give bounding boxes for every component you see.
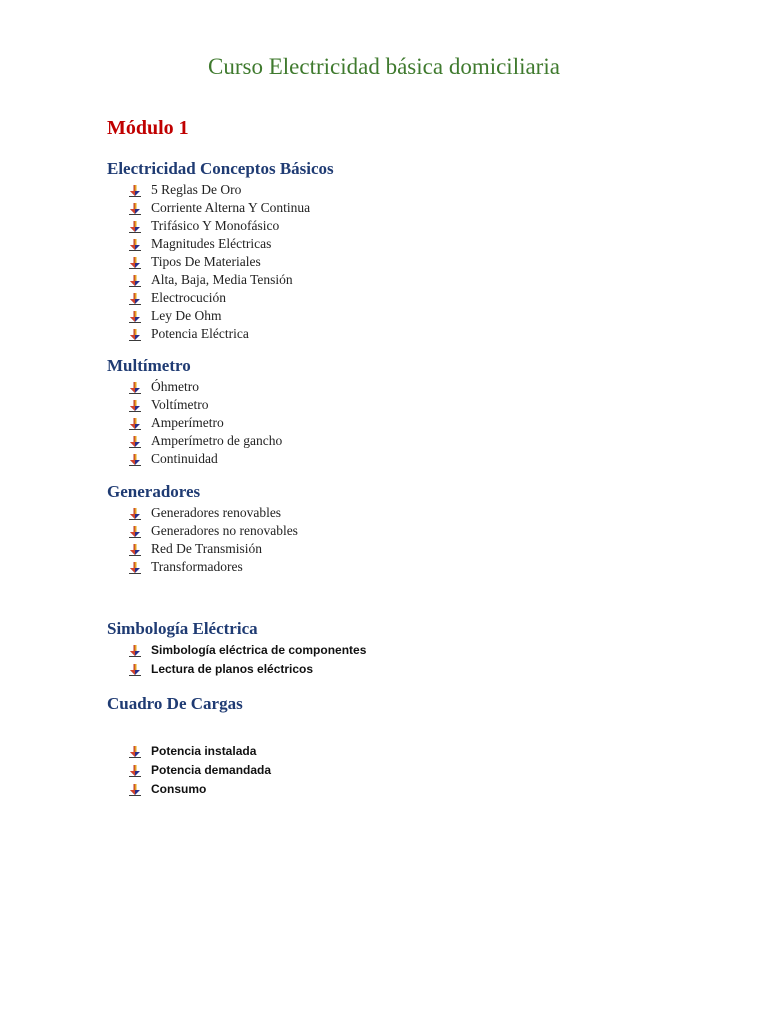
section-heading: Electricidad Conceptos Básicos bbox=[107, 159, 334, 178]
arrow-down-bullet-icon bbox=[129, 256, 141, 268]
section-simbologia bbox=[107, 617, 366, 679]
topic-list bbox=[107, 504, 298, 576]
list-item bbox=[107, 235, 334, 253]
arrow-down-bullet-icon bbox=[129, 381, 141, 393]
list-item bbox=[107, 396, 282, 414]
list-item-label: Generadores renovables bbox=[151, 505, 282, 520]
arrow-down-bullet-icon bbox=[129, 783, 141, 795]
list-item-label: Voltímetro bbox=[151, 397, 209, 412]
list-item bbox=[107, 289, 334, 307]
arrow-down-bullet-icon bbox=[129, 399, 141, 411]
arrow-down-bullet-icon bbox=[129, 453, 141, 465]
list-item bbox=[107, 761, 271, 780]
list-item-label: Continuidad bbox=[151, 451, 218, 466]
list-item bbox=[107, 540, 298, 558]
arrow-down-bullet-icon bbox=[129, 525, 141, 537]
section-generadores bbox=[107, 480, 298, 576]
arrow-down-bullet-icon bbox=[129, 663, 141, 675]
arrow-down-bullet-icon bbox=[129, 745, 141, 757]
list-item-label: Corriente Alterna Y Continua bbox=[151, 200, 311, 215]
list-item bbox=[107, 558, 298, 576]
arrow-down-bullet-icon bbox=[129, 292, 141, 304]
topic-list bbox=[107, 181, 334, 343]
list-item bbox=[107, 742, 271, 761]
topic-list bbox=[107, 378, 282, 468]
list-item bbox=[107, 217, 334, 235]
list-item-label: Magnitudes Eléctricas bbox=[151, 236, 272, 251]
list-item bbox=[107, 199, 334, 217]
list-item bbox=[107, 325, 334, 343]
list-item-label: Red De Transmisión bbox=[151, 541, 263, 556]
topic-list bbox=[107, 641, 366, 679]
list-item bbox=[107, 378, 282, 396]
arrow-down-bullet-icon bbox=[129, 202, 141, 214]
list-item-label: Simbología eléctrica de componentes bbox=[151, 643, 367, 657]
arrow-down-bullet-icon bbox=[129, 310, 141, 322]
arrow-down-bullet-icon bbox=[129, 220, 141, 232]
section-multimetro bbox=[107, 354, 282, 468]
arrow-down-bullet-icon bbox=[129, 417, 141, 429]
list-item-label: Electrocución bbox=[151, 290, 226, 305]
list-item bbox=[107, 660, 366, 679]
list-item bbox=[107, 307, 334, 325]
list-item bbox=[107, 522, 298, 540]
section-cuadro-cargas bbox=[107, 692, 271, 799]
arrow-down-bullet-icon bbox=[129, 274, 141, 286]
list-item-label: Lectura de planos eléctricos bbox=[151, 662, 314, 676]
section-heading: Simbología Eléctrica bbox=[107, 619, 258, 638]
list-item-label: Consumo bbox=[151, 782, 207, 796]
list-item-label: Potencia Eléctrica bbox=[151, 326, 249, 341]
list-item-label: Amperímetro de gancho bbox=[151, 433, 283, 448]
list-item-label: Tipos De Materiales bbox=[151, 254, 261, 269]
arrow-down-bullet-icon bbox=[129, 764, 141, 776]
list-item bbox=[107, 253, 334, 271]
arrow-down-bullet-icon bbox=[129, 435, 141, 447]
module-title: Módulo 1 bbox=[107, 117, 189, 139]
list-item-label: Transformadores bbox=[151, 559, 243, 574]
list-item bbox=[107, 181, 334, 199]
list-item bbox=[107, 780, 271, 799]
list-item bbox=[107, 450, 282, 468]
arrow-down-bullet-icon bbox=[129, 507, 141, 519]
arrow-down-bullet-icon bbox=[129, 543, 141, 555]
list-item-label: Potencia demandada bbox=[151, 763, 272, 777]
list-item bbox=[107, 414, 282, 432]
list-item-label: Trifásico Y Monofásico bbox=[151, 218, 280, 233]
list-item-label: Alta, Baja, Media Tensión bbox=[151, 272, 293, 287]
arrow-down-bullet-icon bbox=[129, 184, 141, 196]
list-item bbox=[107, 641, 366, 660]
arrow-down-bullet-icon bbox=[129, 561, 141, 573]
list-item-label: Generadores no renovables bbox=[151, 523, 298, 538]
section-heading: Multímetro bbox=[107, 356, 191, 375]
section-heading: Generadores bbox=[107, 482, 201, 501]
list-item bbox=[107, 432, 282, 450]
arrow-down-bullet-icon bbox=[129, 238, 141, 250]
list-item-label: Potencia instalada bbox=[151, 744, 257, 758]
section-electricidad-conceptos bbox=[107, 157, 334, 343]
section-heading: Cuadro De Cargas bbox=[107, 694, 243, 713]
list-item-label: Ley De Ohm bbox=[151, 308, 222, 323]
list-item-label: 5 Reglas De Oro bbox=[151, 182, 242, 197]
arrow-down-bullet-icon bbox=[129, 644, 141, 656]
list-item-label: Óhmetro bbox=[151, 379, 199, 394]
topic-list bbox=[107, 742, 271, 799]
list-item bbox=[107, 504, 298, 522]
list-item bbox=[107, 271, 334, 289]
document-title: Curso Electricidad básica domiciliaria bbox=[208, 54, 560, 79]
arrow-down-bullet-icon bbox=[129, 328, 141, 340]
list-item-label: Amperímetro bbox=[151, 415, 224, 430]
